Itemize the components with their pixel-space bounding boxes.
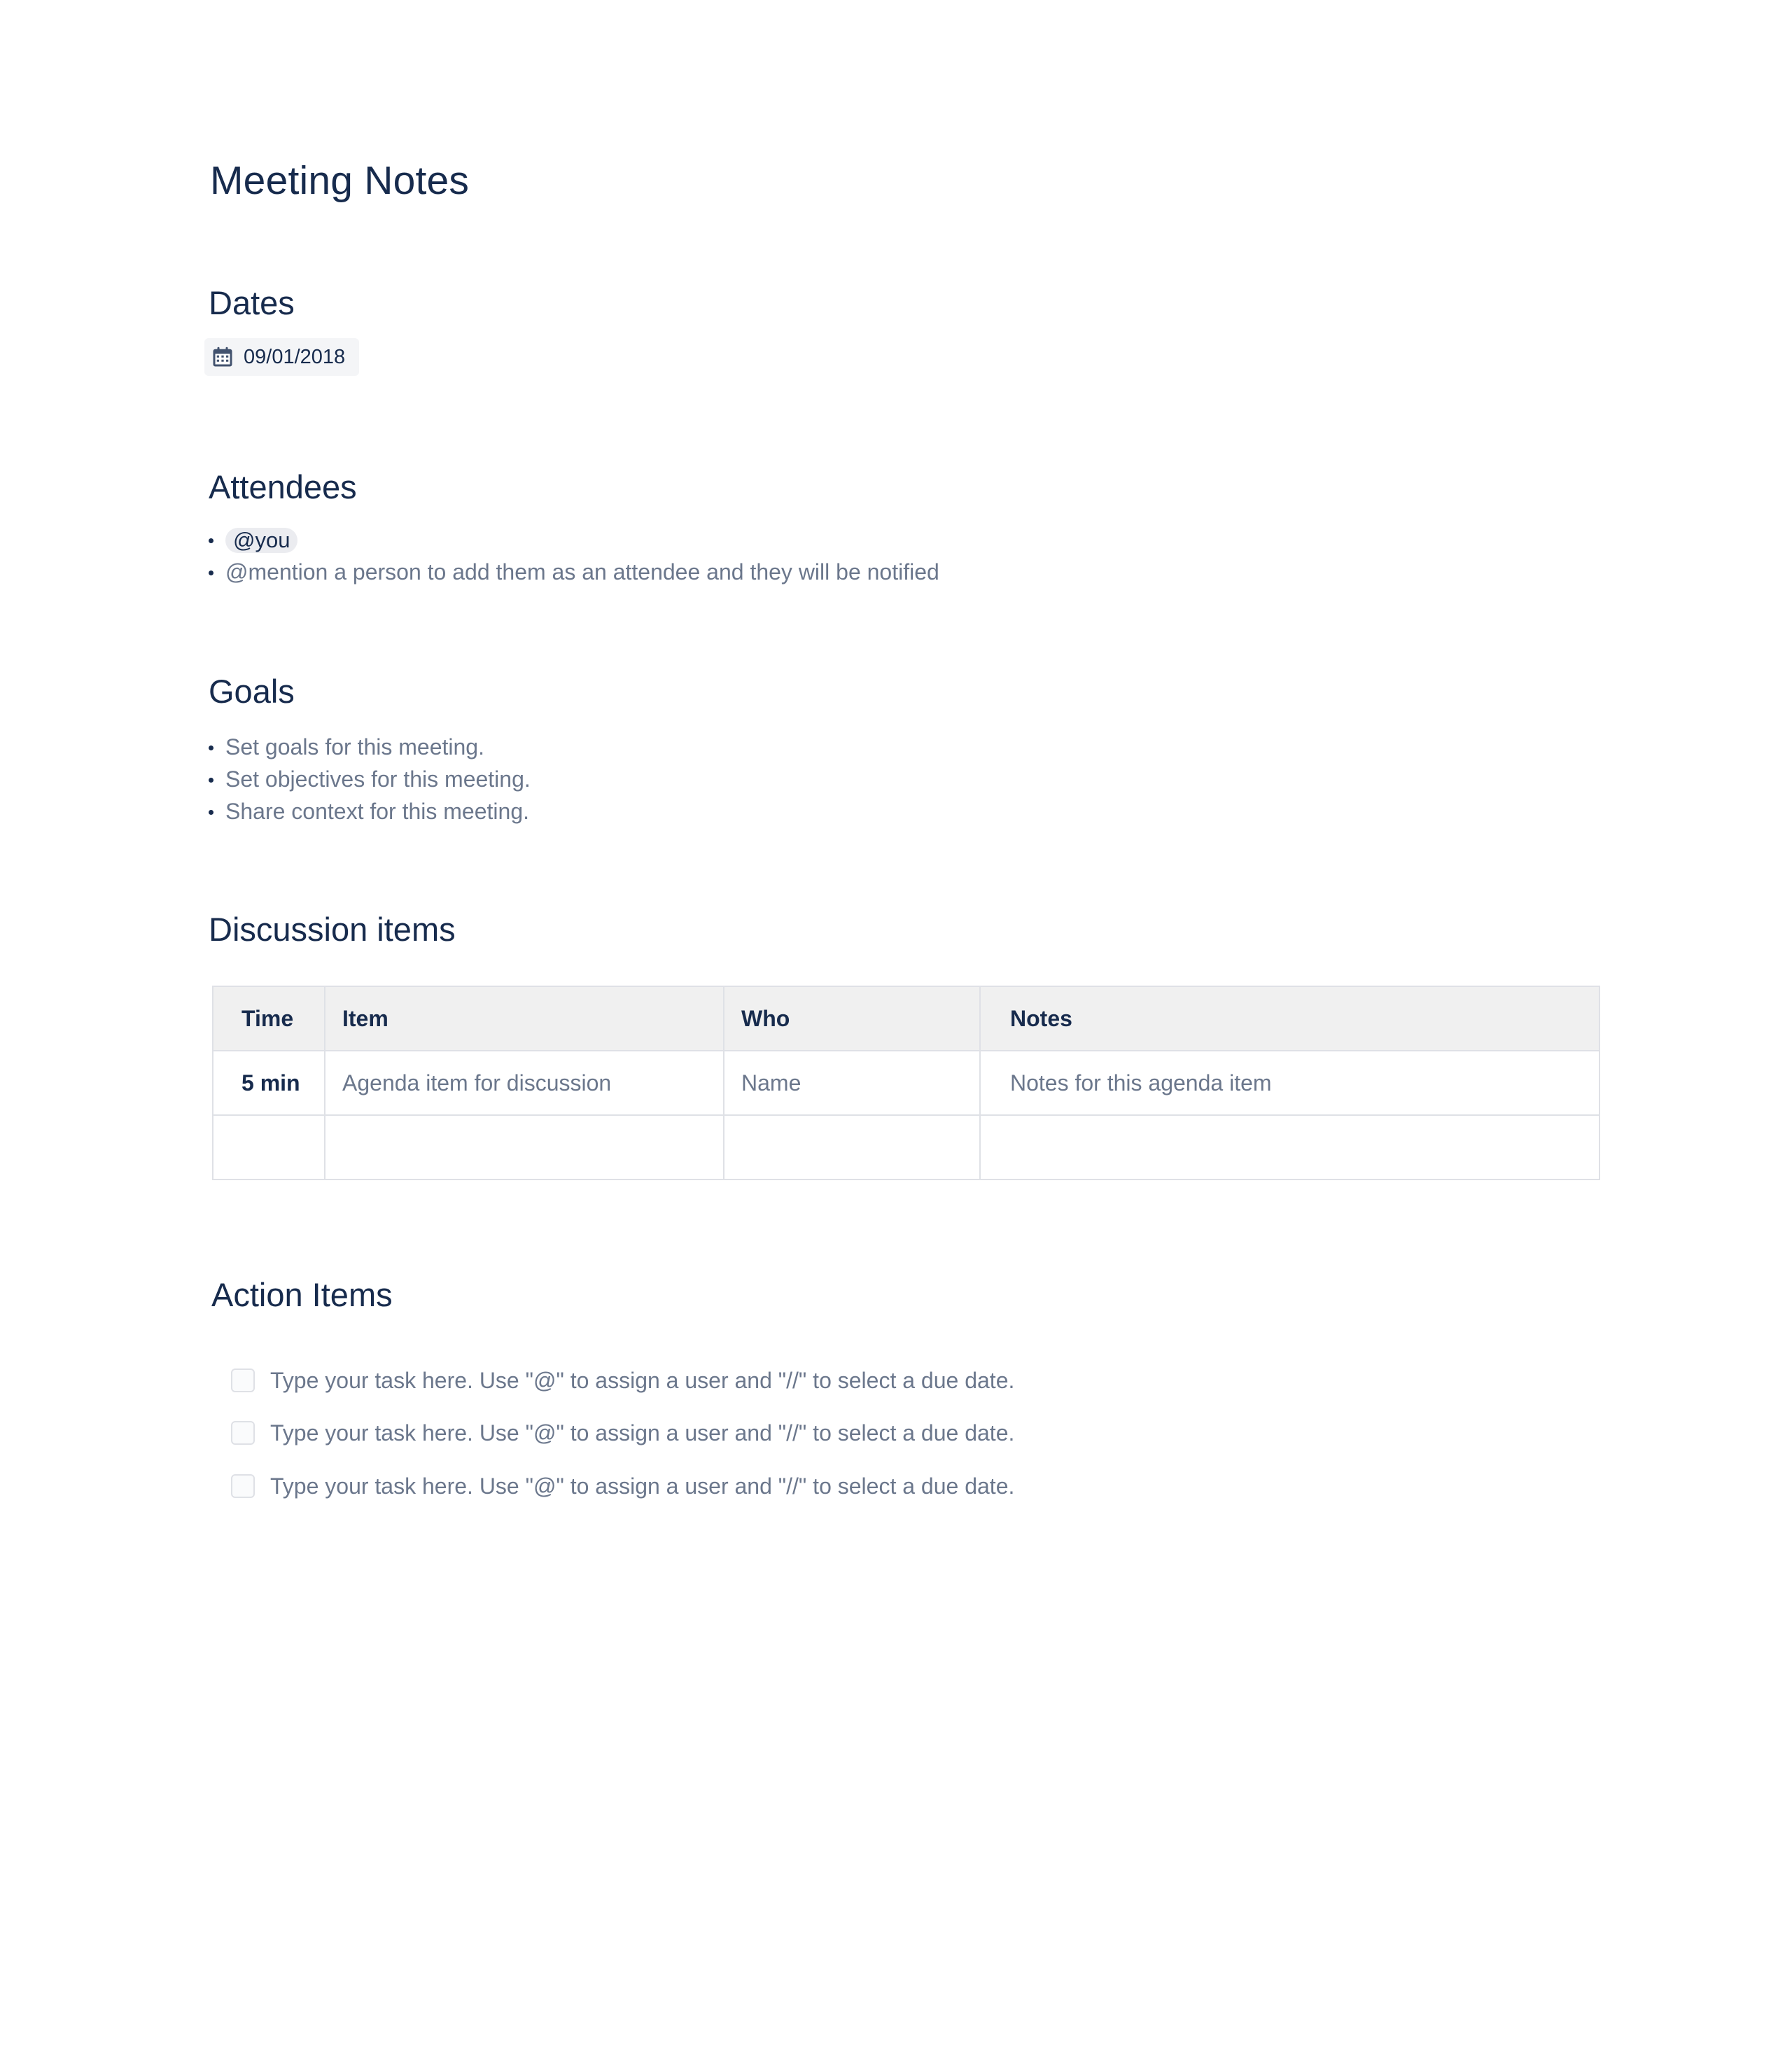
goal-item[interactable]: Share context for this meeting.	[209, 795, 531, 827]
cell-item[interactable]	[325, 1115, 724, 1180]
calendar-icon	[210, 344, 235, 370]
action-items-heading: Action Items	[211, 1276, 393, 1313]
task-text[interactable]: Type your task here. Use "@" to assign a user and "//" to select a due date.	[270, 1420, 1015, 1446]
cell-time[interactable]: 5 min	[213, 1051, 325, 1115]
task-text[interactable]: Type your task here. Use "@" to assign a user and "//" to select a due date.	[270, 1367, 1015, 1393]
cell-who[interactable]	[724, 1115, 980, 1180]
cell-notes[interactable]: Notes for this agenda item	[980, 1051, 1600, 1115]
date-value: 09/01/2018	[244, 345, 346, 368]
task-item	[231, 1416, 1014, 1450]
attendee-item	[209, 524, 939, 556]
attendees-heading: Attendees	[209, 468, 357, 505]
task-checkbox[interactable]	[231, 1421, 255, 1445]
task-checkbox[interactable]	[231, 1474, 255, 1498]
discussion-heading: Discussion items	[209, 911, 456, 948]
goal-item[interactable]: Set objectives for this meeting.	[209, 763, 531, 795]
attendees-list	[209, 524, 939, 588]
table-row	[213, 1115, 1600, 1180]
column-header-notes[interactable]: Notes	[980, 986, 1600, 1051]
dates-heading: Dates	[209, 284, 295, 321]
table-header-row	[213, 986, 1600, 1051]
cell-item[interactable]: Agenda item for discussion	[325, 1051, 724, 1115]
attendee-hint[interactable]: @mention a person to add them as an attendee and they will be notified	[209, 556, 939, 588]
column-header-time[interactable]: Time	[213, 986, 325, 1051]
cell-time[interactable]	[213, 1115, 325, 1180]
task-item	[231, 1364, 1014, 1397]
task-checkbox[interactable]	[231, 1368, 255, 1392]
column-header-who[interactable]: Who	[724, 986, 980, 1051]
goal-item[interactable]: Set goals for this meeting.	[209, 731, 531, 763]
discussion-table	[212, 986, 1600, 1180]
cell-notes[interactable]	[980, 1115, 1600, 1180]
date-lozenge[interactable]	[204, 338, 359, 376]
page-title[interactable]: Meeting Notes	[210, 158, 470, 203]
mention-you[interactable]: @you	[225, 528, 298, 553]
goals-heading: Goals	[209, 673, 295, 710]
goals-list	[209, 731, 531, 827]
task-item	[231, 1469, 1014, 1503]
cell-who[interactable]: Name	[724, 1051, 980, 1115]
task-text[interactable]: Type your task here. Use "@" to assign a user and "//" to select a due date.	[270, 1473, 1015, 1499]
column-header-item[interactable]: Item	[325, 986, 724, 1051]
table-row	[213, 1051, 1600, 1115]
